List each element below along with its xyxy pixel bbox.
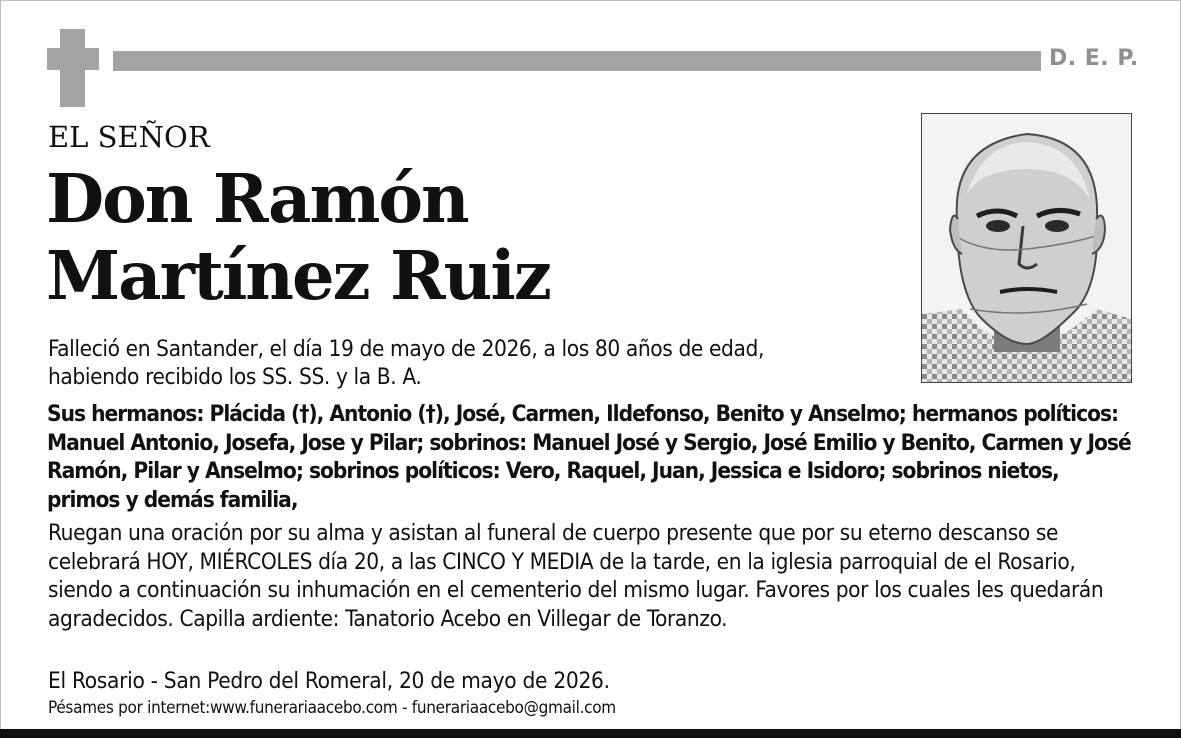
portrait-photo xyxy=(921,113,1132,383)
deceased-name xyxy=(46,160,886,314)
death-line-1: Falleció en Santander, el día 19 de mayo de 2026, a los 80 años de edad, xyxy=(48,336,764,362)
name-line-1: Don Ramón xyxy=(46,159,468,238)
place-date: El Rosario - San Pedro del Romeral, 20 de mayo de 2026. xyxy=(48,668,610,694)
death-line-2: habiendo recibido los SS. SS. y la B. A. xyxy=(48,364,422,390)
honorific: EL SEÑOR xyxy=(48,120,210,154)
dep-label: D. E. P. xyxy=(1049,46,1139,71)
name-line-2: Martínez Ruiz xyxy=(46,236,550,315)
family-list: Sus hermanos: Plácida (†), Antonio (†), José, Carmen, Ildefonso, Benito y Anselmo; hermanos políticos: Manuel Antonio, Josefa, Jose y Pilar; sobrinos: Manuel José y Sergio, José Emilio y Benito, Carmen y José Ramón, Pilar y Anselmo; sobrinos políticos: Vero, Raquel, Juan, Jessica e Isidoro; sobrinos nietos, primos y demás familia, xyxy=(47,401,1131,513)
footer-rule xyxy=(0,729,1181,738)
condolences-contact: Pésames por internet:www.funerariaacebo.com - funerariaacebo@gmail.com xyxy=(48,698,616,718)
funeral-details: Ruegan una oración por su alma y asistan al funeral de cuerpo presente que por su eterno descanso se celebrará HOY, MIÉRCOLES día 20, a las CINCO Y MEDIA de la tarde, en la iglesia parroquial de el Rosario, siendo a continuación su inhumación en el cementerio del mismo lugar. Favores por los cuales les quedarán agradecidos. Capilla ardiente: Tanatorio Acebo en Villegar de Toranzo. xyxy=(48,520,1104,632)
header-rule xyxy=(113,51,1041,71)
death-notice xyxy=(48,335,918,391)
